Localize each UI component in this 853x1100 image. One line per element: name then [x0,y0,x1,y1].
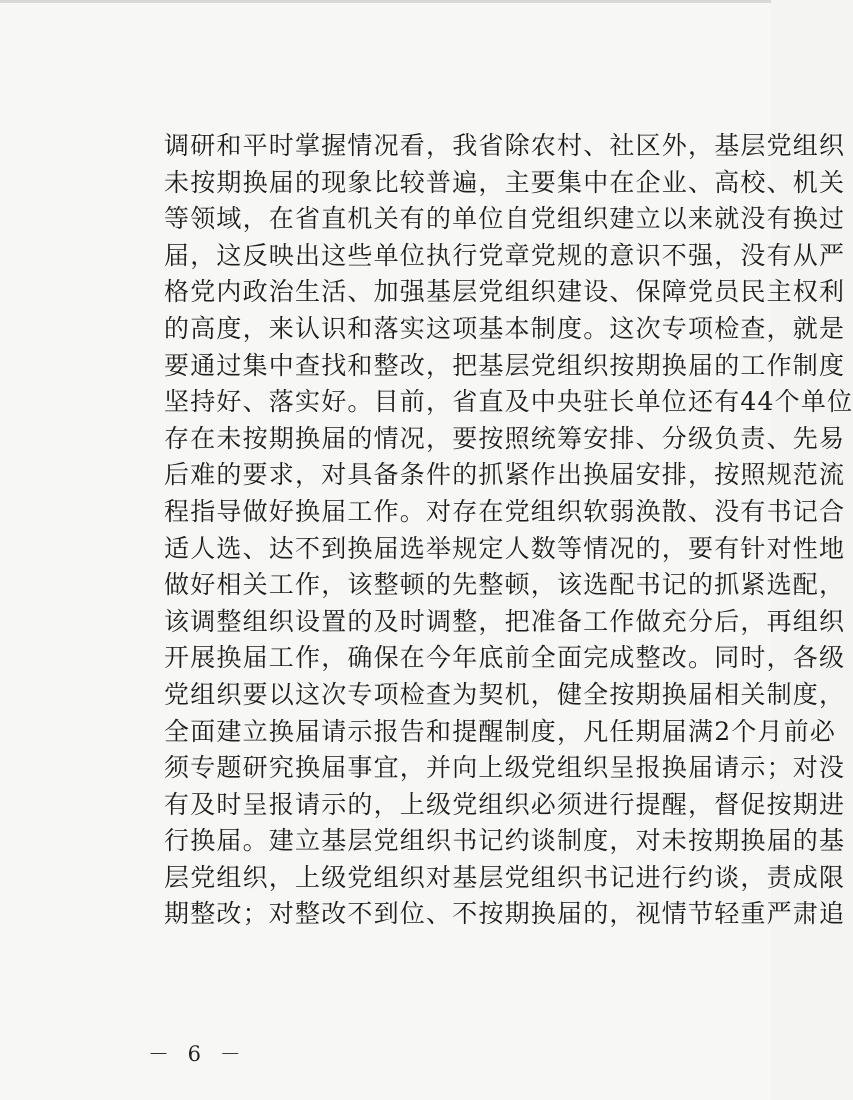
text-line: 调研和平时掌握情况看，我省除农村、社区外，基层党组织 [164,131,846,160]
text-line: 层党组织，上级党组织对基层党组织书记进行约谈，责成限 [164,862,846,892]
text-line: 该调整组织设置的及时调整，把准备工作做充分后，再组织 [164,606,846,636]
page-top-edge [0,0,771,3]
text-line: 全面建立换届请示报告和提醒制度，凡任期届满2个月前必 [164,716,837,746]
text-line: 要通过集中查找和整改，把基层党组织按期换届的工作制度 [164,350,846,380]
text-line: 程指导做好换届工作。对存在党组织软弱涣散、没有书记合 [164,496,846,526]
text-line: 的高度，来认识和落实这项基本制度。这次专项检查，就是 [164,313,846,343]
text-line: 适人选、达不到换届选举规定人数等情况的，要有针对性地 [164,533,846,563]
text-line: 须专题研究换届事宜，并向上级党组织呈报换届请示；对没 [164,753,846,783]
text-line: 等领域，在省直机关有的单位自党组织建立以来就没有换过 [164,204,846,234]
text-line: 后难的要求，对具备条件的抓紧作出换届安排，按照规范流 [164,460,846,490]
text-line: 坚持好、落实好。目前，省直及中央驻长单位还有44个单位 [164,387,853,417]
text-line: 届，这反映出这些单位执行党章党规的意识不强，没有从严 [164,240,846,270]
text-line: 开展换届工作，确保在今年底前全面完成整改。同时，各级 [164,643,846,673]
text-line: 行换届。建立基层党组织书记约谈制度，对未按期换届的基 [164,826,846,856]
text-line: 格党内政治生活、加强基层党组织建设、保障党员民主权利 [164,277,846,307]
body-text [164,128,853,933]
text-line: 未按期换届的现象比较普遍，主要集中在企业、高校、机关 [164,167,846,197]
page-number: － 6 － [148,1042,247,1066]
text-line: 存在未按期换届的情况，要按照统筹安排、分级负责、先易 [164,423,846,453]
text-line: 做好相关工作，该整顿的先整顿，该选配书记的抓紧选配， [164,570,846,600]
text-line: 党组织要以这次专项检查为契机，健全按期换届相关制度， [164,679,846,709]
text-line: 有及时呈报请示的，上级党组织必须进行提醒，督促按期进 [164,789,846,819]
text-line: 期整改；对整改不到位、不按期换届的，视情节轻重严肃追 [164,899,846,929]
